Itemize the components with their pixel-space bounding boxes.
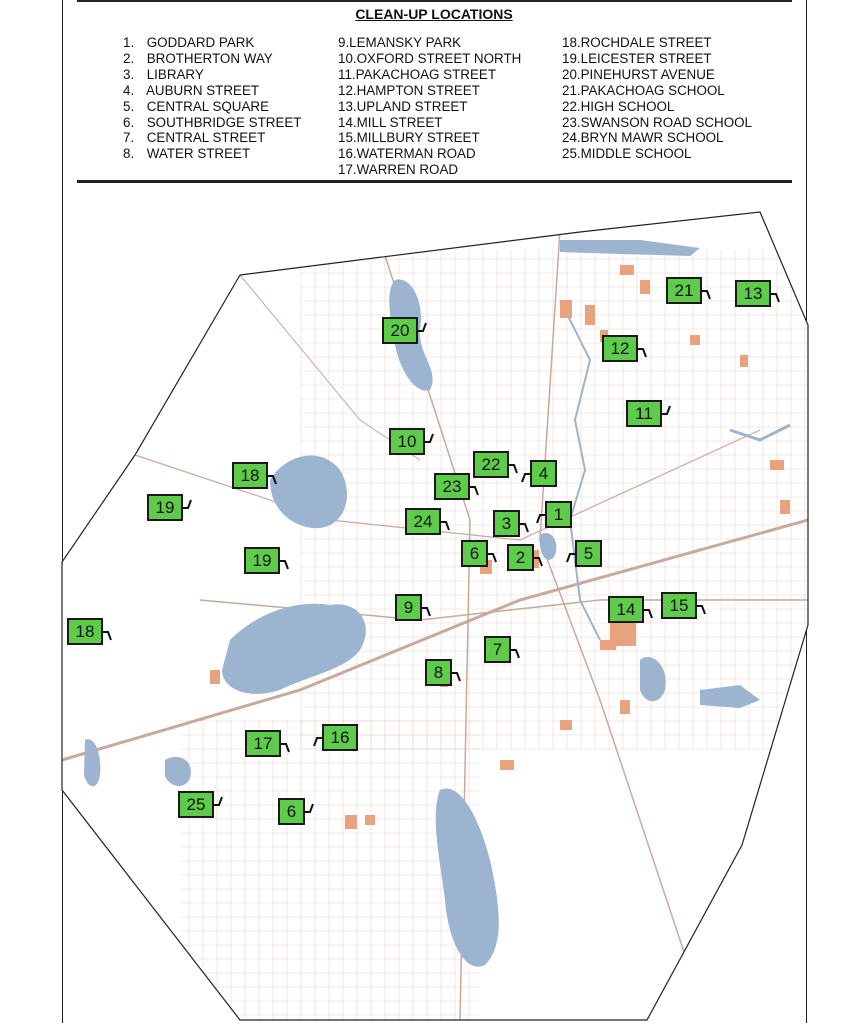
legend-item-number: 7. bbox=[123, 130, 135, 146]
legend-item-name: LEMANSKY PARK bbox=[349, 35, 462, 50]
legend-item-name: LEICESTER STREET bbox=[580, 50, 712, 66]
legend-item-name: MILLBURY STREET bbox=[356, 130, 480, 146]
location-marker-18[interactable]: 18 bbox=[67, 618, 103, 645]
location-marker-11[interactable]: 11 bbox=[626, 400, 662, 427]
legend-item-number: 14. bbox=[338, 114, 357, 130]
legend-item-number: 18. bbox=[562, 35, 581, 50]
location-marker-21[interactable]: 21 bbox=[666, 277, 702, 304]
legend-item-name: AUBURN STREET bbox=[145, 82, 260, 98]
legend-item-name: UPLAND STREET bbox=[356, 98, 468, 114]
location-marker-13[interactable]: 13 bbox=[735, 280, 771, 307]
legend-item-number: 25. bbox=[562, 146, 581, 162]
legend-item-name: CENTRAL STREET bbox=[146, 130, 266, 146]
legend-item-name: PAKACHOAG STREET bbox=[355, 66, 497, 82]
location-marker-25[interactable]: 25 bbox=[178, 791, 214, 818]
legend-item-number: 16. bbox=[338, 146, 357, 162]
legend-item-name: ROCHDALE STREET bbox=[580, 35, 712, 50]
location-marker-6[interactable]: 6 bbox=[278, 798, 305, 825]
location-marker-2[interactable]: 2 bbox=[507, 544, 534, 571]
location-marker-14[interactable]: 14 bbox=[608, 596, 644, 623]
legend-item-number: 19. bbox=[562, 50, 581, 66]
legend-item-name: WATER STREET bbox=[146, 146, 251, 162]
location-marker-1[interactable]: 1 bbox=[545, 501, 572, 528]
legend-item-name: WARREN ROAD bbox=[356, 162, 459, 178]
legend-item-name: WATERMAN ROAD bbox=[356, 146, 476, 162]
legend-item-number: 24. bbox=[562, 130, 581, 146]
residential-area bbox=[300, 250, 820, 750]
legend-title: CLEAN-UP LOCATIONS bbox=[355, 6, 513, 22]
legend-item-number: 20. bbox=[562, 66, 581, 82]
location-marker-15[interactable]: 15 bbox=[661, 592, 697, 619]
legend-item-number: 1. bbox=[123, 35, 135, 50]
legend-item-name: BRYN MAWR SCHOOL bbox=[580, 130, 724, 146]
location-marker-19[interactable]: 19 bbox=[244, 547, 280, 574]
location-marker-20[interactable]: 20 bbox=[382, 317, 418, 344]
legend-item-number: 23. bbox=[562, 114, 581, 130]
legend-item-name: BROTHERTON WAY bbox=[146, 50, 273, 66]
legend-item-number: 8. bbox=[123, 146, 135, 162]
location-marker-12[interactable]: 12 bbox=[602, 335, 638, 362]
legend-item-name: MILL STREET bbox=[356, 114, 443, 130]
legend-item-name: PAKACHOAG SCHOOL bbox=[580, 82, 725, 98]
location-marker-23[interactable]: 23 bbox=[434, 473, 470, 500]
location-marker-18[interactable]: 18 bbox=[232, 462, 268, 489]
legend-item-number: 2. bbox=[123, 50, 135, 66]
legend-item-name: LIBRARY bbox=[146, 66, 204, 82]
legend-item-number: 6. bbox=[123, 114, 135, 130]
location-marker-10[interactable]: 10 bbox=[389, 428, 425, 455]
legend-item-number: 22. bbox=[562, 98, 581, 114]
legend-item-number: 15. bbox=[338, 130, 357, 146]
legend-item-number: 11. bbox=[338, 66, 356, 82]
legend-item-name: HAMPTON STREET bbox=[356, 82, 480, 98]
legend-item-name: GODDARD PARK bbox=[146, 35, 255, 50]
legend-item-number: 5. bbox=[123, 98, 135, 114]
legend-item-number: 10. bbox=[338, 50, 357, 66]
legend-item-name: HIGH SCHOOL bbox=[580, 98, 675, 114]
legend-item-number: 12. bbox=[338, 82, 357, 98]
legend-item-name: PINEHURST AVENUE bbox=[580, 66, 715, 82]
legend-item-number: 17. bbox=[338, 162, 357, 178]
location-marker-9[interactable]: 9 bbox=[395, 594, 422, 621]
location-marker-3[interactable]: 3 bbox=[493, 510, 520, 537]
legend-item-number: 21. bbox=[562, 82, 581, 98]
residential-area bbox=[180, 720, 480, 1020]
legend-item-name: CENTRAL SQUARE bbox=[146, 98, 270, 114]
legend-item-name: SOUTHBRIDGE STREET bbox=[146, 114, 302, 130]
location-marker-22[interactable]: 22 bbox=[473, 451, 509, 478]
location-marker-19[interactable]: 19 bbox=[147, 494, 183, 521]
legend-item-name: SWANSON ROAD SCHOOL bbox=[580, 114, 752, 130]
legend-item-number: 9. bbox=[338, 35, 350, 50]
location-marker-6[interactable]: 6 bbox=[461, 540, 488, 567]
legend-item-name: MIDDLE SCHOOL bbox=[580, 146, 692, 162]
legend-item-number: 4. bbox=[123, 82, 135, 98]
location-marker-8[interactable]: 8 bbox=[425, 659, 452, 686]
location-marker-24[interactable]: 24 bbox=[405, 508, 441, 535]
legend-item-number: 3. bbox=[123, 66, 135, 82]
location-marker-16[interactable]: 16 bbox=[322, 724, 358, 751]
location-marker-17[interactable]: 17 bbox=[245, 730, 281, 757]
location-marker-4[interactable]: 4 bbox=[530, 460, 557, 487]
legend-item-number: 13. bbox=[338, 98, 357, 114]
location-marker-5[interactable]: 5 bbox=[575, 540, 602, 567]
location-marker-7[interactable]: 7 bbox=[484, 636, 511, 663]
legend-item-name: OXFORD STREET NORTH bbox=[356, 50, 522, 66]
